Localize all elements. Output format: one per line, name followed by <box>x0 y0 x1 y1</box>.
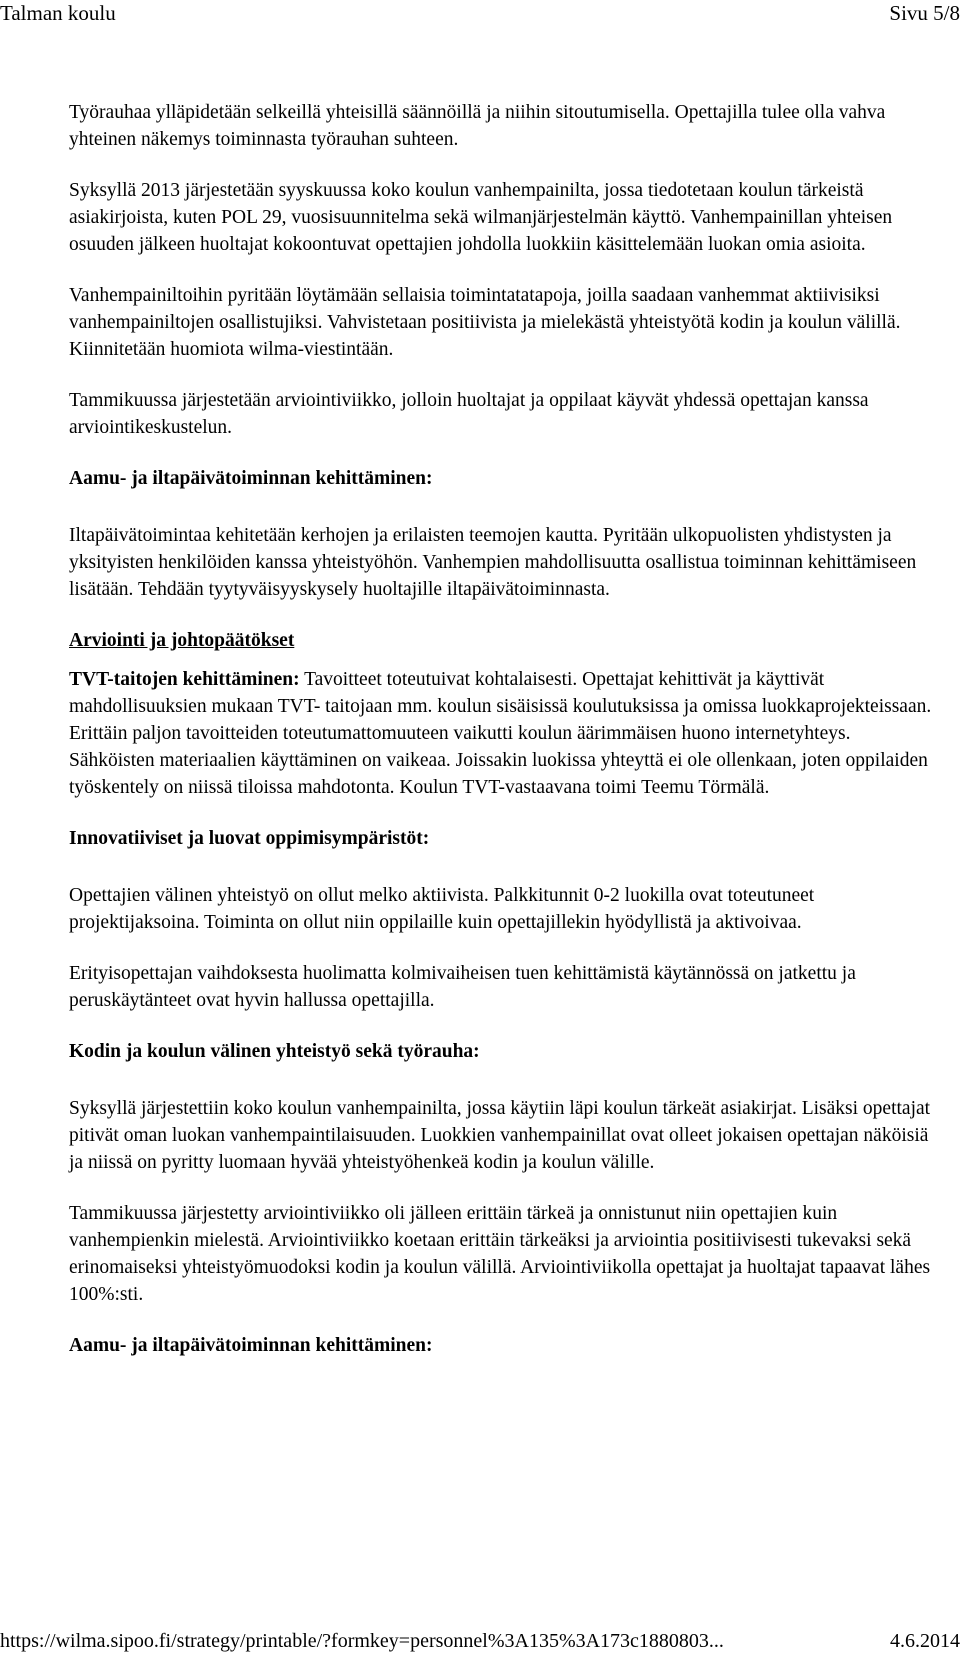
document-body <box>69 99 939 1383</box>
paragraph: Erityisopettajan vaihdoksesta huolimatta kolmivaiheisen tuen kehittämistä käytännössä on jatkettu ja peruskäytänteet ovat hyvin hallussa opettajilla. <box>69 963 856 1011</box>
paragraph: Tammikuussa järjestetty arviointiviikko oli jälleen erittäin tärkeä ja onnistunut niin opettajien kuin vanhempienkin mielestä. Arviointiviikko koetaan erittäin tärkeäksi ja arviointia positiivisesti tukevaksi sekä erinomaiseksi yhteistyömuodoksi kodin ja koulun välillä. Arviointiviikolla opettajat ja huoltajat tapaavat lähes 100%:sti. <box>69 1203 931 1305</box>
section-heading: Aamu- ja iltapäivätoiminnan kehittäminen: <box>69 1335 433 1356</box>
paragraph: Iltapäivätoimintaa kehitetään kerhojen ja erilaisten teemojen kautta. Pyritään ulkopuolisten yhdistysten ja yksityisten henkilöiden kanssa yhteistyöhön. Vanhempien mahdollisuutta osallistua toiminnan kehittämiseen lisätään. Tehdään tyytyväisyyskysely huoltajille iltapäivätoiminnasta. <box>69 525 917 600</box>
section-heading: Kodin ja koulun välinen yhteistyö sekä työrauha: <box>69 1041 480 1062</box>
paragraph-text: Syksyllä 2013 järjestetään syyskuussa koko koulun vanhempainilta, jossa tiedotetaan koulun tärkeistä asiakirjoista, kuten POL 29 <box>69 180 864 228</box>
paragraph: Työrauhaa ylläpidetään selkeillä yhteisillä säännöillä ja niihin sitoutumisella. Opettajilla tulee olla vahva yhteinen näkemys toiminnasta työrauhan suhteen. <box>69 102 886 150</box>
section-heading: Arviointi ja johtopäätökset <box>69 630 295 651</box>
page-header <box>0 0 960 30</box>
paragraph: Syksyllä järjestettiin koko koulun vanhempainilta, jossa käytiin läpi koulun tärkeät asiakirjat. Lisäksi opettajat pitivät oman luokan vanhempaintilaisuuden. Luokkien vanhempainillat ovat olleet jokaisen opettajan näköisiä ja niissä on pyritty luomaan hyvää yhteistyöhenkeä kodin ja koulun välille. <box>69 1098 931 1173</box>
section-heading: Innovatiiviset ja luovat oppimisympäristöt: <box>69 828 430 849</box>
paragraph-text: Tavoitteet toteutuivat kohtalaisesti. Opettajat kehittivät ja käyttivät mahdollisuuksien mukaan TVT- taitojaan mm. koulun sisäisissä koulutuksissa ja omissa luokkaprojekteissaan. Erittäin paljon tavoitteiden toteutumattomuuteen vaikutti koulun äärimmäisen huono internetyhteys. Sähköisten materiaalien käyttäminen on vaikeaa. Joissakin luokissa yhteyttä ei ole ollenkaan, joten oppilaiden työskentely on niissä tiloissa mahdotonta. Koulun TVT-vastaavana toimi Teemu Törmälä. <box>69 669 932 798</box>
paragraph <box>69 666 939 801</box>
page-number: Sivu 5/8 <box>889 1 960 25</box>
section-heading: Aamu- ja iltapäivätoiminnan kehittäminen: <box>69 468 433 489</box>
paragraph: Tammikuussa järjestetään arviointiviikko, jolloin huoltajat ja oppilaat käyvät yhdessä opettajan kanssa arviointikeskustelun. <box>69 390 869 438</box>
paragraph-lead: TVT-taitojen kehittäminen: <box>69 669 300 690</box>
page-footer <box>0 1628 960 1654</box>
document-title: Talman koulu <box>0 1 116 25</box>
paragraph <box>69 177 939 258</box>
paragraph: Vanhempainiltoihin pyritään löytämään sellaisia toimintatatapoja, joilla saadaan vanhemmat aktiivisiksi vanhempainiltojen osallistujiksi. Vahvistetaan positiivista ja mielekästä yhteistyötä kodin ja koulun välillä. Kiinnitetään huomiota wilma-viestintään. <box>69 285 901 360</box>
footer-date: 4.6.2014 <box>890 1630 960 1652</box>
footer-url: https://wilma.sipoo.fi/strategy/printable/?formkey=personnel%3A135%3A173c1880803... <box>0 1630 724 1652</box>
paragraph: Opettajien välinen yhteistyö on ollut melko aktiivista. Palkkitunnit 0-2 luokilla ovat toteutuneet projektijaksoina. Toiminta on ollut niin oppilaille kuin opettajillekin hyödyllistä ja aktivoivaa. <box>69 885 815 933</box>
paragraph-text: , vuosisuunnitelma sekä wilmanjärjestelmän käyttö. Vanhempainillan yhteisen osuuden jälkeen huoltajat kokoontuvat opettajien johdolla luokkiin käsittelemään luokan omia asioita. <box>69 207 893 255</box>
